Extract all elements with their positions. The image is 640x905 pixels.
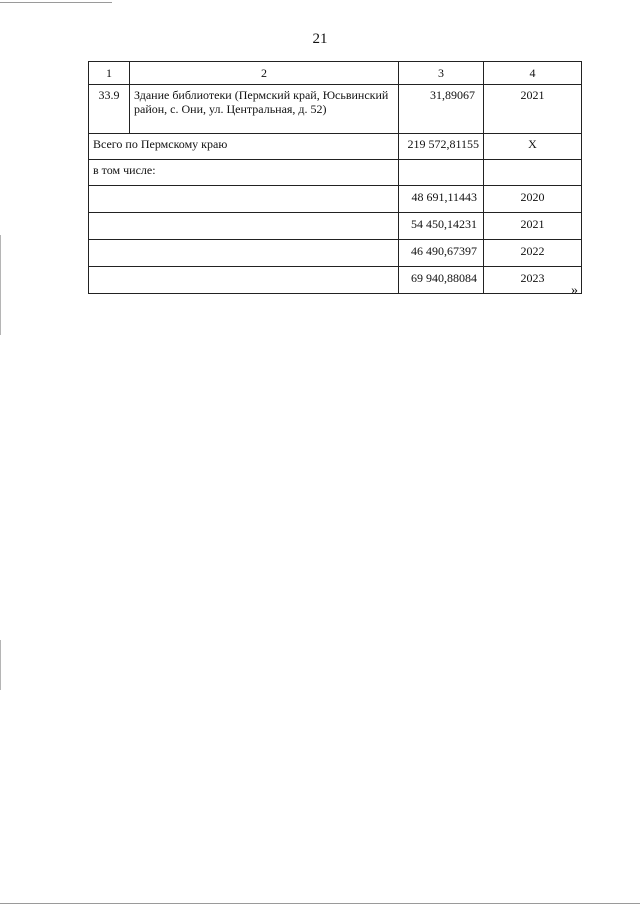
year-value: 46 490,67397 (399, 240, 484, 267)
header-cell-4: 4 (484, 62, 582, 85)
year-label: 2022 (484, 240, 582, 267)
header-cell-3: 3 (399, 62, 484, 85)
year-value: 69 940,88084 (399, 267, 484, 294)
item-year: 2021 (484, 85, 582, 134)
table-row-subtotal-label (89, 160, 582, 186)
year-value: 48 691,11443 (399, 186, 484, 213)
year-value: 54 450,14231 (399, 213, 484, 240)
table-row-year (89, 186, 582, 213)
scan-artifact-left-edge (0, 235, 1, 335)
header-cell-1: 1 (89, 62, 130, 85)
empty-cell (89, 186, 399, 213)
total-value: 219 572,81155 (399, 134, 484, 160)
empty-cell (484, 160, 582, 186)
header-cell-2: 2 (130, 62, 399, 85)
empty-cell (89, 240, 399, 267)
table-row-year (89, 213, 582, 240)
page-number: 21 (312, 31, 328, 47)
scan-artifact-top-line (0, 2, 112, 3)
scan-artifact-bottom-line (0, 903, 640, 904)
year-label: 2021 (484, 213, 582, 240)
item-number: 33.9 (89, 85, 130, 134)
scan-artifact-left-edge (0, 640, 1, 690)
empty-cell (89, 213, 399, 240)
table-row-item (89, 85, 582, 134)
data-table (88, 61, 582, 294)
table-row-total (89, 134, 582, 160)
subtotal-label: в том числе: (89, 160, 399, 186)
table-row-year (89, 240, 582, 267)
closing-quote-mark: » (571, 283, 578, 298)
year-label: 2020 (484, 186, 582, 213)
empty-cell (89, 267, 399, 294)
total-year: X (484, 134, 582, 160)
year-label: 2023 (484, 267, 582, 294)
table-row-year (89, 267, 582, 294)
item-name: Здание библиотеки (Пермский край, Юсьвинский район, с. Они, ул. Центральная, д. 52) (130, 85, 399, 134)
empty-cell (399, 160, 484, 186)
total-label: Всего по Пермскому краю (89, 134, 399, 160)
item-value: 31,89067 (399, 85, 484, 134)
table-header-row (89, 62, 582, 85)
